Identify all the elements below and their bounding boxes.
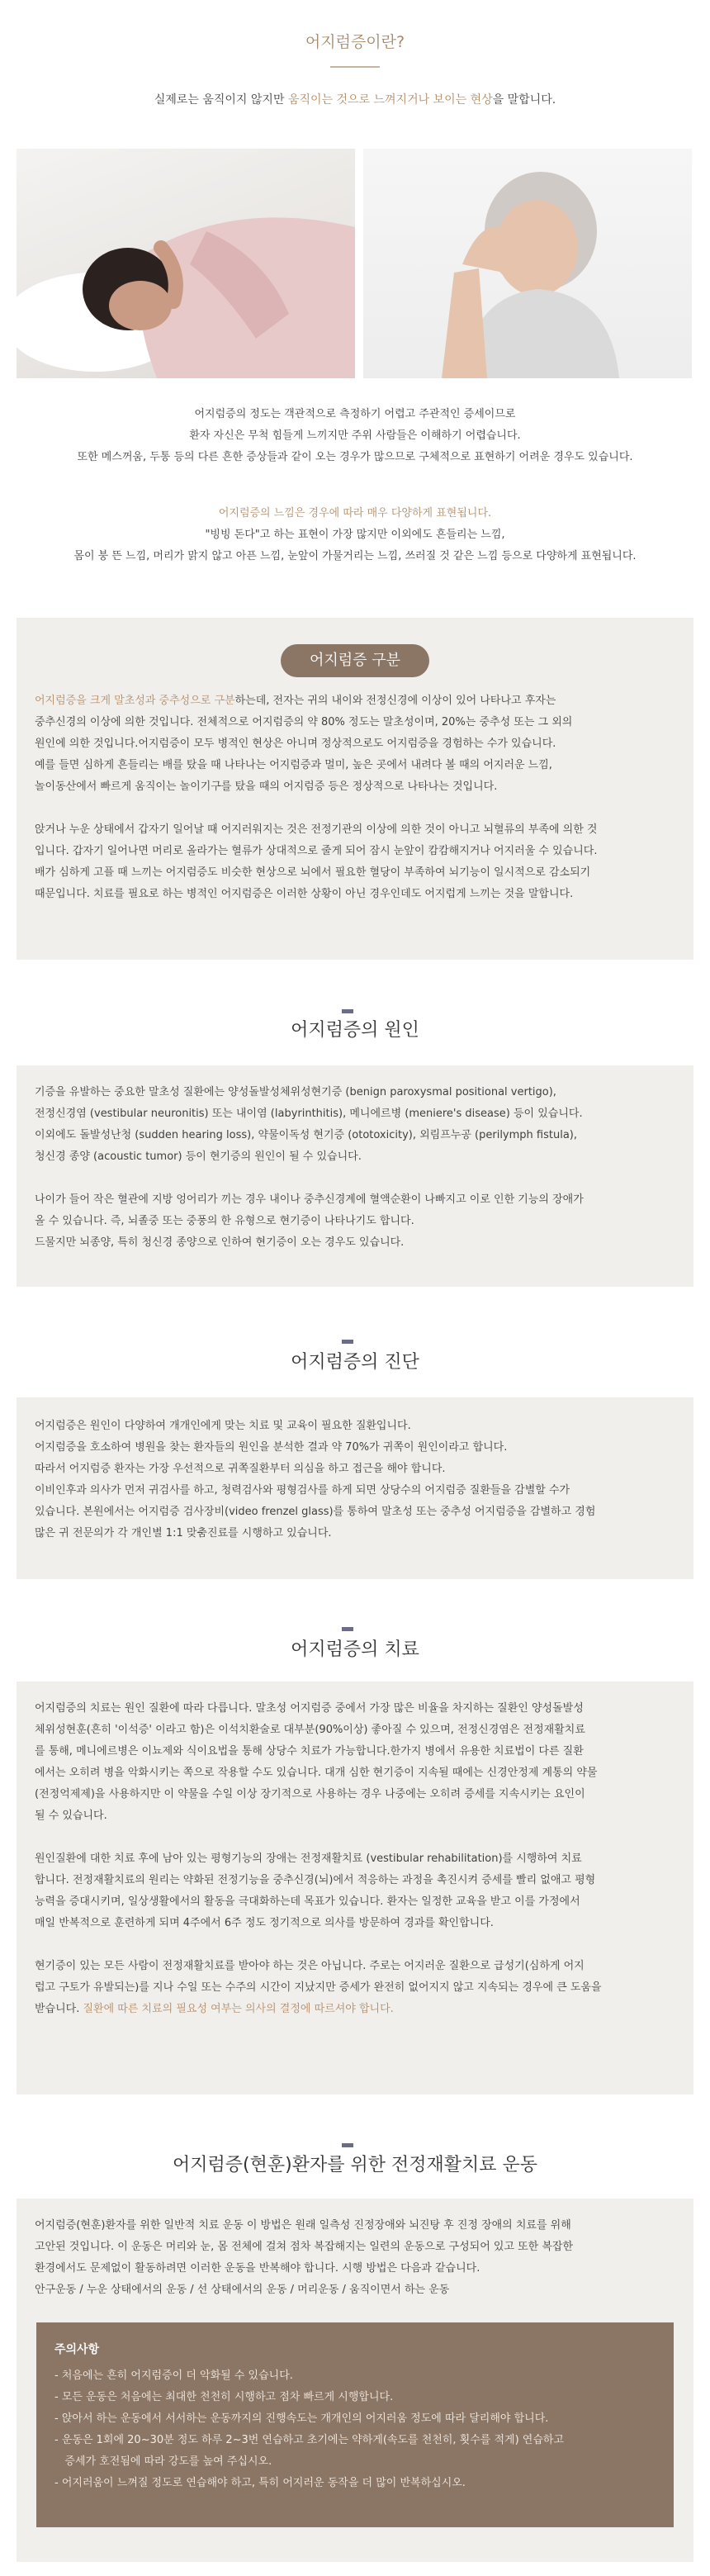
causes-text: 나이가 들어 작은 혈관에 지방 엉어리가 끼는 경우 내이나 중추신경계에 혈액순환이 나빠지고 이로 인한 기능의 장애가 [35,1193,584,1206]
description-line: 환자 자신은 무척 힘들게 느끼지만 주위 사람들은 이해하기 어렵습니다. [189,429,521,442]
treatment-text: 될 수 있습니다. [35,1810,107,1822]
classification-text: 때문입니다. 치료를 필요로 하는 병적인 어지럼증은 이러한 상황이 아닌 경우인데도 어지럽게 느끼는 것을 말합니다. [35,888,574,900]
notice-item: - 운동은 1회에 20~30분 정도 하루 2~3번 연습하고 초기에는 약하게(속도를 천천히, 횟수를 적게) 연습하고 [54,2434,565,2446]
subtitle-post: 을 말합니다. [492,93,556,107]
photo-woman-lying-down [17,149,355,378]
causes-text: 기증을 유발하는 중요한 말초성 질환에는 양성돌발성체위성현기증 (benign paroxysmal positional vertigo), [35,1086,556,1098]
causes-title: 어지럼증의 원인 [291,1020,419,1041]
diagnosis-box [17,1397,693,1579]
description-line: 또한 메스꺼움, 두통 등의 다른 흔한 증상들과 같이 오는 경우가 많으므로 구체적으로 표현하기 어려운 경우도 있습니다. [77,451,633,463]
treatment-text: 현기증이 있는 모든 사람이 전정재활치료를 받아야 하는 것은 아닙니다. 주로는 어지러운 질환으로 급성기(심하게 어지 [35,1960,585,1972]
classification-text: 하는데, 전자는 귀의 내이와 전정신경에 이상이 있어 나타나고 후자는 [234,695,556,707]
section-marker [342,1001,368,1006]
causes-box [17,1065,693,1287]
diagnosis-text: 따라서 어지럼증 환자는 가장 우선적으로 귀쪽질환부터 의심을 하고 접근을 해야 합니다. [35,1463,446,1475]
treatment-text: 체위성현훈(흔히 '이석증' 이라고 함)은 이석치환술로 대부분(90%이상) 좋아질 수 있으며, 전정신경염은 전정재활치료 [35,1724,585,1736]
notice-item: - 어지러움이 느껴질 정도로 연습해야 하고, 특히 어지러운 동작을 더 많이 반복하십시오. [54,2477,466,2489]
notice-item: - 앉아서 하는 운동에서 서서하는 운동까지의 진행속도는 개개인의 어지러움 정도에 따라 달리해야 합니다. [54,2412,549,2425]
classification-paragraph-1 [35,690,679,712]
causes-highlight: 드물지만 뇌종양, 특히 청신경 종양으로 인하여 현기증이 오는 경우도 있습니다. [35,1236,405,1249]
notice-title: 주의사항 [54,2343,100,2356]
causes-text: 전정신경염 (vestibular neuronitis) 또는 내이염 (labyrinthitis), 메니에르병 (meniere's disease) 등이 있습니다. [35,1108,583,1120]
section-marker [342,2135,368,2140]
exercise-list: 안구운동 / 누운 상태에서의 운동 / 선 상태에서의 운동 / 머리운동 / 움직이면서 하는 운동 [35,2284,450,2296]
exercise-title: 어지럼증(현훈)환자를 위한 전정재활치료 운동 [173,2155,537,2175]
notice-item: - 처음에는 흔히 어지럼증이 더 악화될 수 있습니다. [54,2370,293,2382]
title-underline [330,66,380,68]
treatment-text: 를 통해, 메니에르병은 이뇨제와 식이요법을 통해 상당수 치료가 가능합니다.한가지 병에서 유용한 치료법이 다른 질환 [35,1745,584,1758]
classification-text: 원인에 의한 것입니다.어지럼증이 모두 병적인 현상은 아니며 정상적으로도 어지럼증을 경험하는 수가 있습니다. [35,738,556,750]
classification-text: 배가 심하게 고플 때 느끼는 어지럼증도 비슷한 현상으로 뇌에서 필요한 혈당이 부족하여 뇌기능이 일시적으로 감소되기 [35,866,591,879]
diagnosis-title: 어지럼증의 진단 [291,1352,419,1373]
exercise-text: 환경에서도 문제없이 활동하려면 이러한 운동을 반복해야 합니다. 시행 방법은 다음과 같습니다. [35,2262,480,2275]
classification-text: 입니다. 갑자기 일어나면 머리로 올라가는 혈류가 상대적으로 줄게 되어 잠시 눈앞이 캄캄해지거나 어지러울 수 있습니다. [35,845,598,857]
causes-text: 이외에도 돌발성난청 (sudden hearing loss), 약물이독성 현기증 (ototoxicity), 외림프누공 (perilymph fistula), [35,1129,577,1141]
causes-text: 청신경 종양 (acoustic tumor) 등이 현기증의 원인이 될 수 있습니다. [35,1150,362,1163]
notice-item: - 모든 운동은 처음에는 최대한 천천히 시행하고 점차 빠르게 시행합니다. [54,2391,394,2403]
diagnosis-text: 어지럼증을 호소하여 병원을 찾는 환자들의 원인을 분석한 결과 약 70%가 귀쪽이 원인이라고 합니다. [35,1441,508,1454]
treatment-text: 받습니다. [35,2003,83,2015]
treatment-highlight: 질환에 따른 치료의 필요성 여부는 의사의 결정에 따르셔야 합니다. [83,2003,394,2015]
classification-text: 중추신경의 이상에 의한 것입니다. 전체적으로 어지럼증의 약 80% 정도는 말초성이며, 20%는 중추성 또는 그 외의 [35,716,573,728]
photo-elderly-woman-headache [363,149,692,378]
treatment-text: (전정억제제)을 사용하지만 이 약물을 수일 이상 장기적으로 사용하는 경우 나중에는 오히려 증세를 지속시키는 요인이 [35,1788,585,1800]
causes-text: 올 수 있습니다. 즉, 뇌졸중 또는 중풍의 한 유형으로 현기증이 나타나기도 합니다. [35,1215,414,1227]
intro-subtitle [0,91,710,107]
classification-text: 놀이동산에서 빠르게 움직이는 놀이기구를 탔을 때의 어지럼증 등은 정상적으로 나타나는 것입니다. [35,780,498,793]
treatment-text: 에서는 오히려 병을 악화시키는 쪽으로 작용할 수도 있습니다. 대개 심한 현기증이 지속될 때에는 신경안정제 계통의 약물 [35,1767,598,1779]
notice-list [54,2365,564,2494]
diagnosis-highlight: 어지럼증은 원인이 다양하여 개개인에게 맞는 치료 및 교육이 필요한 질환입니다. [35,1420,411,1432]
treatment-text: 매일 반복적으로 훈련하게 되며 4주에서 6주 정도 정기적으로 의사를 방문하여 경과를 확인합니다. [35,1917,494,1929]
intro-title: 어지럼증이란? [305,33,405,51]
description-line: 몸이 붕 뜬 느낌, 머리가 맑지 않고 아픈 느낌, 눈앞이 가물거리는 느낌, 쓰러질 것 같은 느낌 등으로 다양하게 표현됩니다. [73,550,637,562]
treatment-paragraph-end [35,1999,679,2020]
description-block [0,404,710,468]
description-highlight: 어지럼증의 느낌은 경우에 따라 매우 다양하게 표현됩니다. [218,507,492,519]
diagnosis-text: 있습니다. 본원에서는 어지럼증 검사장비(video frenzel glass)를 통하여 말초성 또는 중추성 어지럼증을 감별하고 경험 [35,1506,596,1518]
notice-item: 증세가 호전됨에 따라 강도를 높여 주십시오. [54,2455,272,2468]
classification-highlight: 어지럼증을 크게 말초성과 중추성으로 구분 [35,695,235,707]
exercise-text: 어지럼증(현훈)환자를 위한 일반적 치료 운동 이 방법은 원래 일측성 진정장애와 뇌진탕 후 진정 장애의 치료를 위해 [35,2219,571,2232]
description-block-2 [0,503,710,567]
diagnosis-text: 많은 귀 전문의가 각 개인별 1:1 맞춤진료를 시행하고 있습니다. [35,1527,332,1539]
classification-badge: 어지럼증 구분 [281,644,429,677]
exercise-text: 고안된 것입니다. 이 운동은 머리와 눈, 몸 전체에 걸쳐 점차 복잡해지는 일련의 운동으로 구성되어 있고 또한 복잡한 [35,2241,574,2253]
treatment-text: 합니다. 전정재활치료의 원리는 약화된 전정기능을 중추신경(뇌)에서 적응하는 과정을 촉진시켜 증세를 빨리 없애고 평형 [35,1874,596,1886]
classification-text: 앉거나 누운 상태에서 갑자기 일어날 때 어지러워지는 것은 전정기관의 이상에 의한 것이 아니고 뇌혈류의 부족에 의한 것 [35,823,598,836]
diagnosis-text: 이비인후과 의사가 먼저 귀검사를 하고, 청력검사와 평형검사를 하게 되면 상당수의 어지럼증 질환들을 감별할 수가 [35,1484,570,1497]
notice-box [36,2322,674,2527]
description-line: 어지럼증의 정도는 객관적으로 측정하기 어렵고 주관적인 증세이므로 [194,408,516,420]
section-marker [342,1331,368,1336]
subtitle-pre: 실제로는 움직이지 않지만 [154,93,288,107]
treatment-text: 능력을 증대시키며, 일상생활에서의 활동을 극대화하는데 목표가 있습니다. 환자는 일정한 교육을 받고 이를 가정에서 [35,1895,580,1908]
treatment-text: 원인질환에 대한 치료 후에 남아 있는 평형기능의 장애는 전정재활치료 (vestibular rehabilitation)를 시행하여 치료 [35,1853,582,1865]
treatment-text: 어지럼증의 치료는 원인 질환에 따라 다릅니다. 말초성 어지럼증 중에서 가장 많은 비율을 차지하는 질환인 양성돌발성 [35,1702,584,1715]
treatment-title: 어지럼증의 치료 [291,1639,419,1660]
section-marker [342,1619,368,1624]
treatment-text: 럽고 구토가 유발되는)를 지나 수일 또는 수주의 시간이 지났지만 증세가 완전히 없어지지 않고 지속되는 경우에 큰 도움을 [35,1981,602,1994]
description-line: "빙빙 돈다"고 하는 표현이 가장 많지만 이외에도 흔들리는 느낌, [205,529,505,541]
classification-text: 예를 들면 심하게 흔들리는 배를 탔을 때 나타나는 어지럼증과 멀미, 높은 곳에서 내려다 볼 때의 어지러운 느낌, [35,759,552,771]
subtitle-highlight: 움직이는 것으로 느껴지거나 보이는 현상 [287,93,493,107]
treatment-box [17,1682,693,2094]
